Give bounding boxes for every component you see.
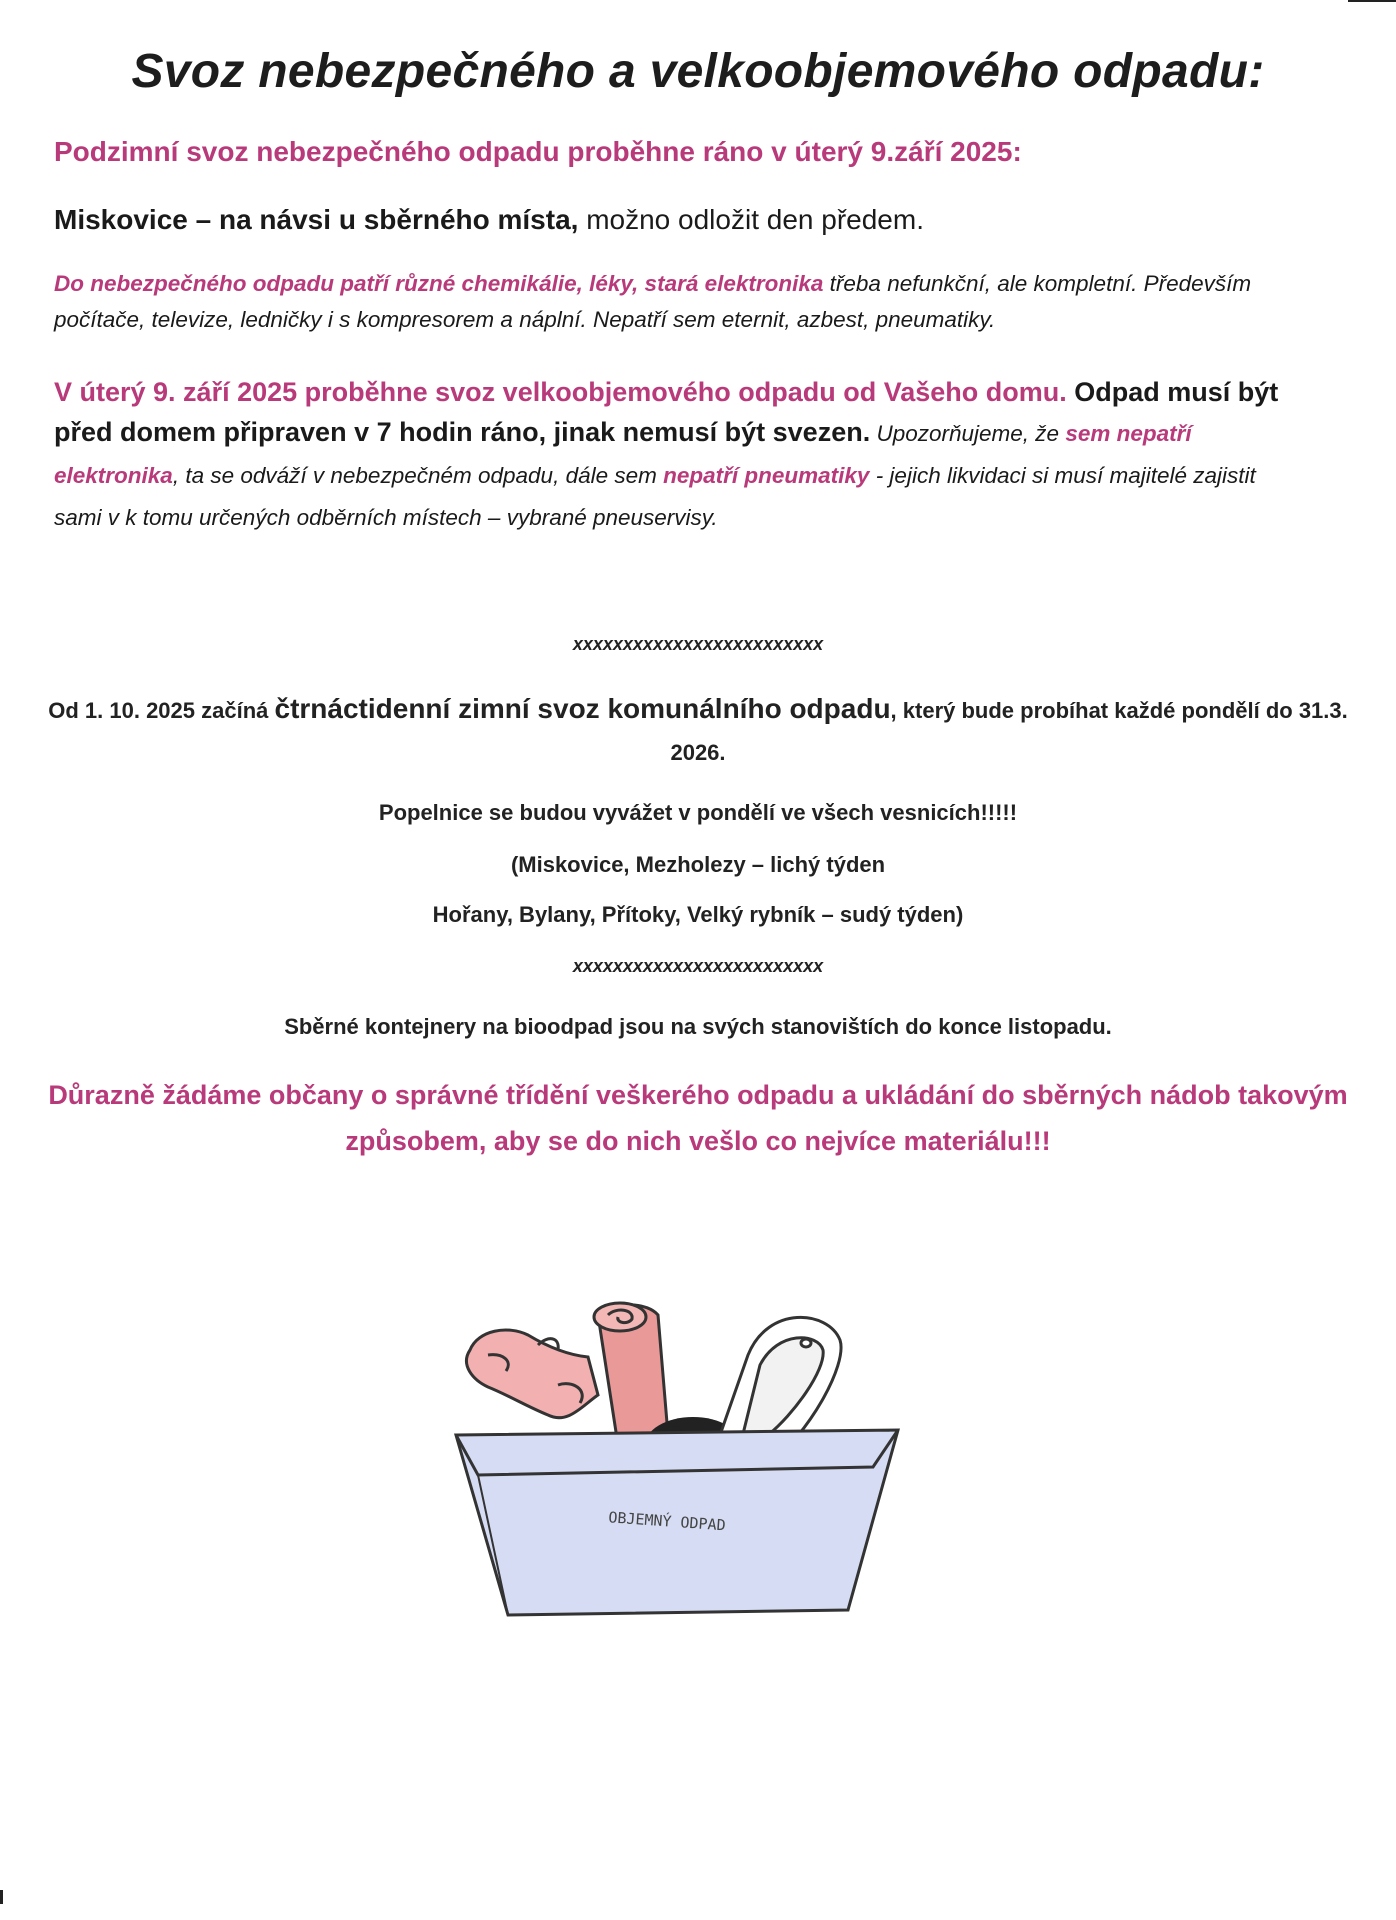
- bio-waste-containers: Sběrné kontejnery na bioodpad jsou na svých stanovištích do konce listopadu.: [284, 1014, 1112, 1039]
- scan-edge-mark: [1348, 0, 1396, 2]
- rolled-carpet-icon: [594, 1303, 668, 1445]
- bin-collection-day: Popelnice se budou vyvážet v pondělí ve všech vesnicích!!!!!: [378, 800, 1018, 825]
- odd-week-villages: (Miskovice, Mezholezy – lichý týden: [510, 852, 886, 877]
- miskovice-location: [54, 204, 1304, 236]
- winter-collection-info: [40, 688, 1356, 774]
- bulky-note-3: - jejich likvidaci si musí majitelé zajistit sami v k tomu určených odběrních místech – vybrané pneuservisy.: [54, 463, 1256, 530]
- separator-line: xxxxxxxxxxxxxxxxxxxxxxxxx: [572, 634, 824, 654]
- bulky-waste-info: [54, 372, 1304, 538]
- bulky-waste-time: Odpad musí být před domem připraven v 7 hodin ráno, jinak nemusí být svezen.: [54, 377, 1279, 447]
- pink-curled-item-icon: [466, 1330, 598, 1418]
- hazardous-waste-items: Do nebezpečného odpadu patří různé chemikálie, léky, stará elektronika: [54, 271, 824, 296]
- scan-edge-mark-bottom: [0, 1890, 3, 1904]
- autumn-collection-heading: Podzimní svoz nebezpečného odpadu proběhne ráno v úterý 9.září 2025:: [54, 136, 1022, 167]
- hazardous-waste-details: třeba nefunkční, ale kompletní. Především počítače, televize, ledničky i s kompresorem a náplní. Nepatří sem eternit, azbest, pneumatiky.: [54, 271, 1252, 332]
- bulky-note-1: Upozorňujeme, že: [870, 421, 1066, 446]
- even-week-villages: Hořany, Bylany, Přítoky, Velký rybník – sudý týden): [432, 902, 964, 927]
- winter-collection-type: čtrnáctidenní zimní svoz komunálního odpadu: [274, 693, 891, 724]
- winter-schedule: , který bude probíhat každé pondělí do 31.3. 2026.: [670, 698, 1348, 765]
- bulky-waste-date: V úterý 9. září 2025 proběhne svoz velkoobjemového odpadu od Vašeho domu.: [54, 377, 1067, 407]
- sorting-appeal: Důrazně žádáme občany o správné třídění veškerého odpadu a ukládání do sběrných nádob takovým způsobem, aby se do nich vešlo co nejvíce materiálu!!!: [48, 1080, 1348, 1156]
- bulky-waste-bin-illustration: [448, 1295, 908, 1630]
- page-title: Svoz nebezpečného a velkoobjemového odpadu:: [131, 45, 1265, 98]
- winter-start: Od 1. 10. 2025 začíná: [48, 698, 275, 723]
- miskovice-location-bold: Miskovice – na návsi u sběrného místa,: [54, 204, 579, 235]
- bulky-note-2: , ta se odváží v nebezpečném odpadu, dále sem: [172, 463, 664, 488]
- separator-line-2: xxxxxxxxxxxxxxxxxxxxxxxxx: [572, 956, 824, 976]
- hazardous-waste-info: [54, 266, 1304, 338]
- bulky-note-no-tyres: nepatří pneumatiky: [663, 463, 870, 488]
- bin-label: OBJEMNÝ ODPAD: [607, 1508, 727, 1535]
- bulky-note-no-electronics: sem nepatří elektronika: [54, 421, 1192, 488]
- miskovice-location-note: možno odložit den předem.: [578, 204, 924, 235]
